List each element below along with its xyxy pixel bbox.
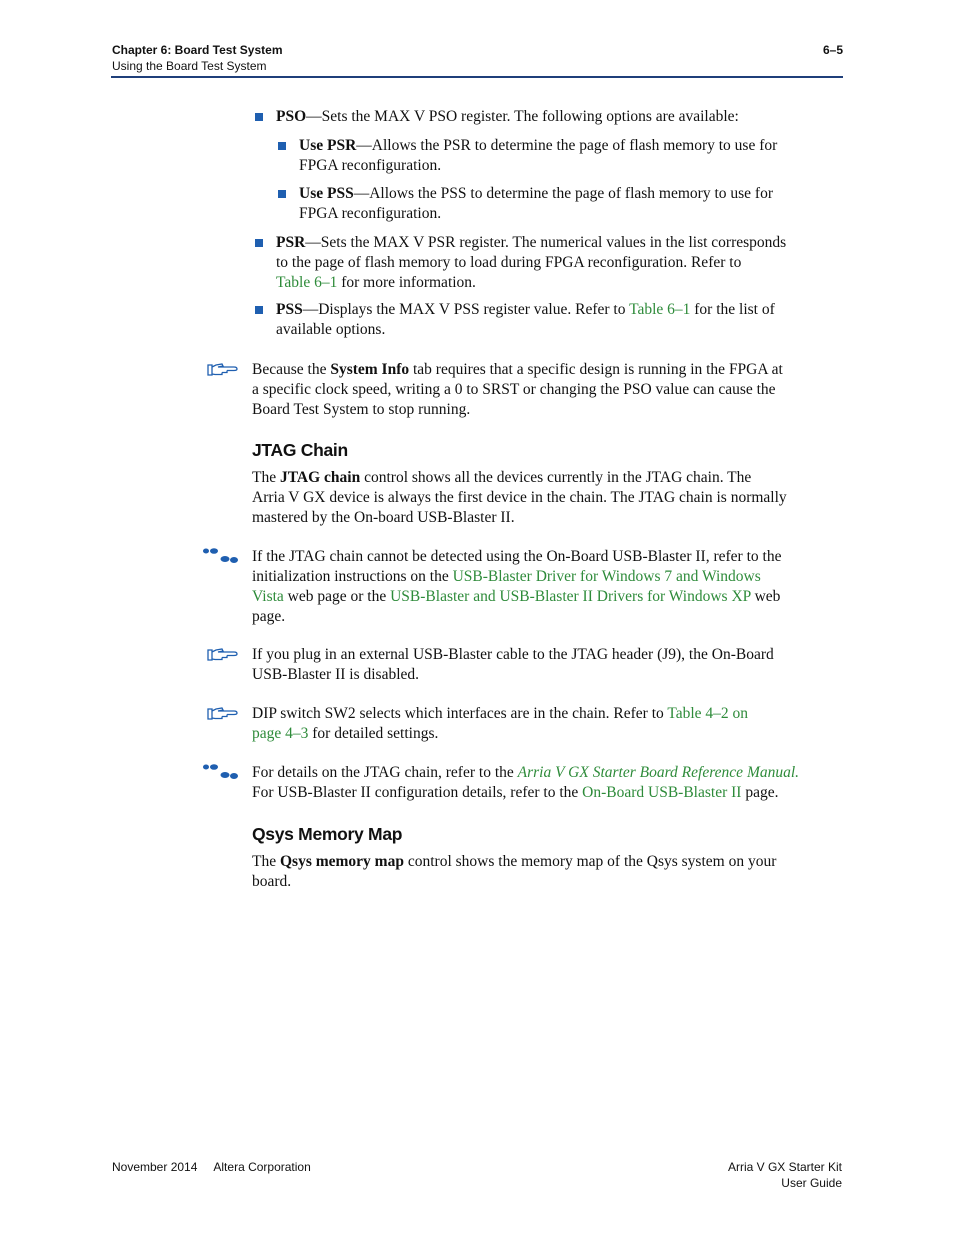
para-text: Arria V GX device is always the first device in the chain. The JTAG chain is normally <box>252 489 787 506</box>
bullet-text: to the page of flash memory to load during FPGA reconfiguration. Refer to <box>276 254 742 271</box>
footer-product: Arria V GX Starter Kit <box>727 1160 842 1174</box>
bullet-text: for the list of <box>690 301 775 318</box>
bullet-use-pss <box>299 184 849 224</box>
para-text: control shows the memory map of the Qsys system on your <box>403 853 777 870</box>
bullet-square-icon <box>255 113 263 121</box>
footer-right <box>728 1159 842 1191</box>
note-system-info <box>252 360 852 420</box>
term: Use PSR <box>299 137 357 154</box>
reference-manual-link[interactable]: Arria V GX Starter Board Reference Manual. <box>517 764 800 781</box>
para-text: The <box>252 853 280 870</box>
para-text: mastered by the On-board USB-Blaster II. <box>252 509 515 526</box>
reference-jtag-details <box>252 763 852 803</box>
heading-qsys-memory-map: Qsys Memory Map <box>252 824 403 844</box>
bullet-text: —Allows the PSR to determine the page of flash memory to use for <box>356 137 778 154</box>
qsys-paragraph <box>252 852 852 892</box>
bullet-psr <box>276 233 851 293</box>
reference-jtag-detect <box>252 547 852 627</box>
ref-text: page. <box>741 784 779 801</box>
bullet-text: FPGA reconfiguration. <box>299 205 442 222</box>
table-link[interactable]: Table 6–1 <box>629 301 691 318</box>
note-text: DIP switch SW2 selects which interfaces are in the chain. Refer to <box>252 705 668 722</box>
note-text: Board Test System to stop running. <box>252 401 471 418</box>
bullet-square-icon <box>278 142 286 150</box>
footprints-icon <box>200 547 240 565</box>
page-number: 6–5 <box>822 43 843 57</box>
note-dip-switch <box>252 704 852 744</box>
footer-date: November 2014 <box>112 1160 198 1174</box>
bullet-text: FPGA reconfiguration. <box>299 157 442 174</box>
bullet-text: —Displays the MAX V PSS register value. Refer to <box>302 301 630 318</box>
note-text: USB-Blaster II is disabled. <box>252 666 420 683</box>
para-bold: Qsys memory map <box>279 853 404 870</box>
bullet-square-icon <box>255 306 263 314</box>
table-4-2-link-cont[interactable]: page 4–3 <box>252 725 309 742</box>
bullet-text: available options. <box>276 321 386 338</box>
note-external-blaster <box>252 645 852 685</box>
note-hand-icon <box>206 705 240 721</box>
bullet-square-icon <box>255 239 263 247</box>
bullet-pss <box>276 300 846 340</box>
note-text: Because the <box>252 361 331 378</box>
page-header <box>112 42 843 74</box>
note-text: If you plug in an external USB-Blaster cable to the JTAG header (J9), the On-Board <box>252 646 774 663</box>
ref-text: initialization instructions on the <box>252 568 453 585</box>
onboard-usb-blaster-link[interactable]: On-Board USB-Blaster II <box>582 784 742 801</box>
para-text: The <box>252 469 280 486</box>
ref-text: For details on the JTAG chain, refer to the <box>252 764 518 781</box>
bullet-text: —Sets the MAX V PSR register. The numerical values in the list corresponds <box>305 234 787 251</box>
note-bold: System Info <box>330 361 410 378</box>
para-bold: JTAG chain <box>279 469 361 486</box>
usb-blaster-winxp-link[interactable]: USB-Blaster and USB-Blaster II Drivers for Windows XP <box>390 588 751 605</box>
footer-doc: User Guide <box>781 1176 842 1190</box>
header-rule <box>111 76 843 78</box>
note-text: a specific clock speed, writing a 0 to SRST or changing the PSO value can cause the <box>252 381 776 398</box>
bullet-use-psr <box>299 136 849 176</box>
bullet-square-icon <box>278 190 286 198</box>
ref-text: web <box>750 588 781 605</box>
note-text: for detailed settings. <box>308 725 439 742</box>
footer-company: Altera Corporation <box>213 1160 311 1174</box>
ref-text: For USB-Blaster II configuration details, refer to the <box>252 784 583 801</box>
para-text: board. <box>252 873 292 890</box>
ref-text: page. <box>252 608 286 625</box>
term: PSR <box>276 234 306 251</box>
bullet-text: for more information. <box>337 274 476 291</box>
chapter-title: Chapter 6: Board Test System <box>112 43 283 57</box>
section-title: Using the Board Test System <box>112 59 267 73</box>
footprints-icon <box>200 763 240 781</box>
term: PSO <box>276 108 307 125</box>
term: PSS <box>276 301 303 318</box>
term: Use PSS <box>299 185 354 202</box>
bullet-text: —Allows the PSS to determine the page of flash memory to use for <box>353 185 773 202</box>
table-link[interactable]: Table 6–1 <box>276 274 338 291</box>
table-4-2-link[interactable]: Table 4–2 on <box>667 705 749 722</box>
note-text: tab requires that a specific design is running in the FPGA at <box>409 361 783 378</box>
note-hand-icon <box>206 646 240 662</box>
usb-blaster-win7-link-cont[interactable]: Vista <box>252 588 284 605</box>
usb-blaster-win7-link[interactable]: USB-Blaster Driver for Windows 7 and Windows <box>452 568 761 585</box>
footer-left <box>112 1159 311 1175</box>
bullet-pso <box>276 107 846 127</box>
ref-text: web page or the <box>283 588 391 605</box>
heading-jtag-chain: JTAG Chain <box>252 440 348 460</box>
bullet-text: —Sets the MAX V PSO register. The following options are available: <box>306 108 739 125</box>
para-text: control shows all the devices currently in the JTAG chain. The <box>360 469 752 486</box>
jtag-paragraph <box>252 468 852 528</box>
ref-text: If the JTAG chain cannot be detected using the On-Board USB-Blaster II, refer to the <box>252 548 782 565</box>
note-hand-icon <box>206 361 240 377</box>
